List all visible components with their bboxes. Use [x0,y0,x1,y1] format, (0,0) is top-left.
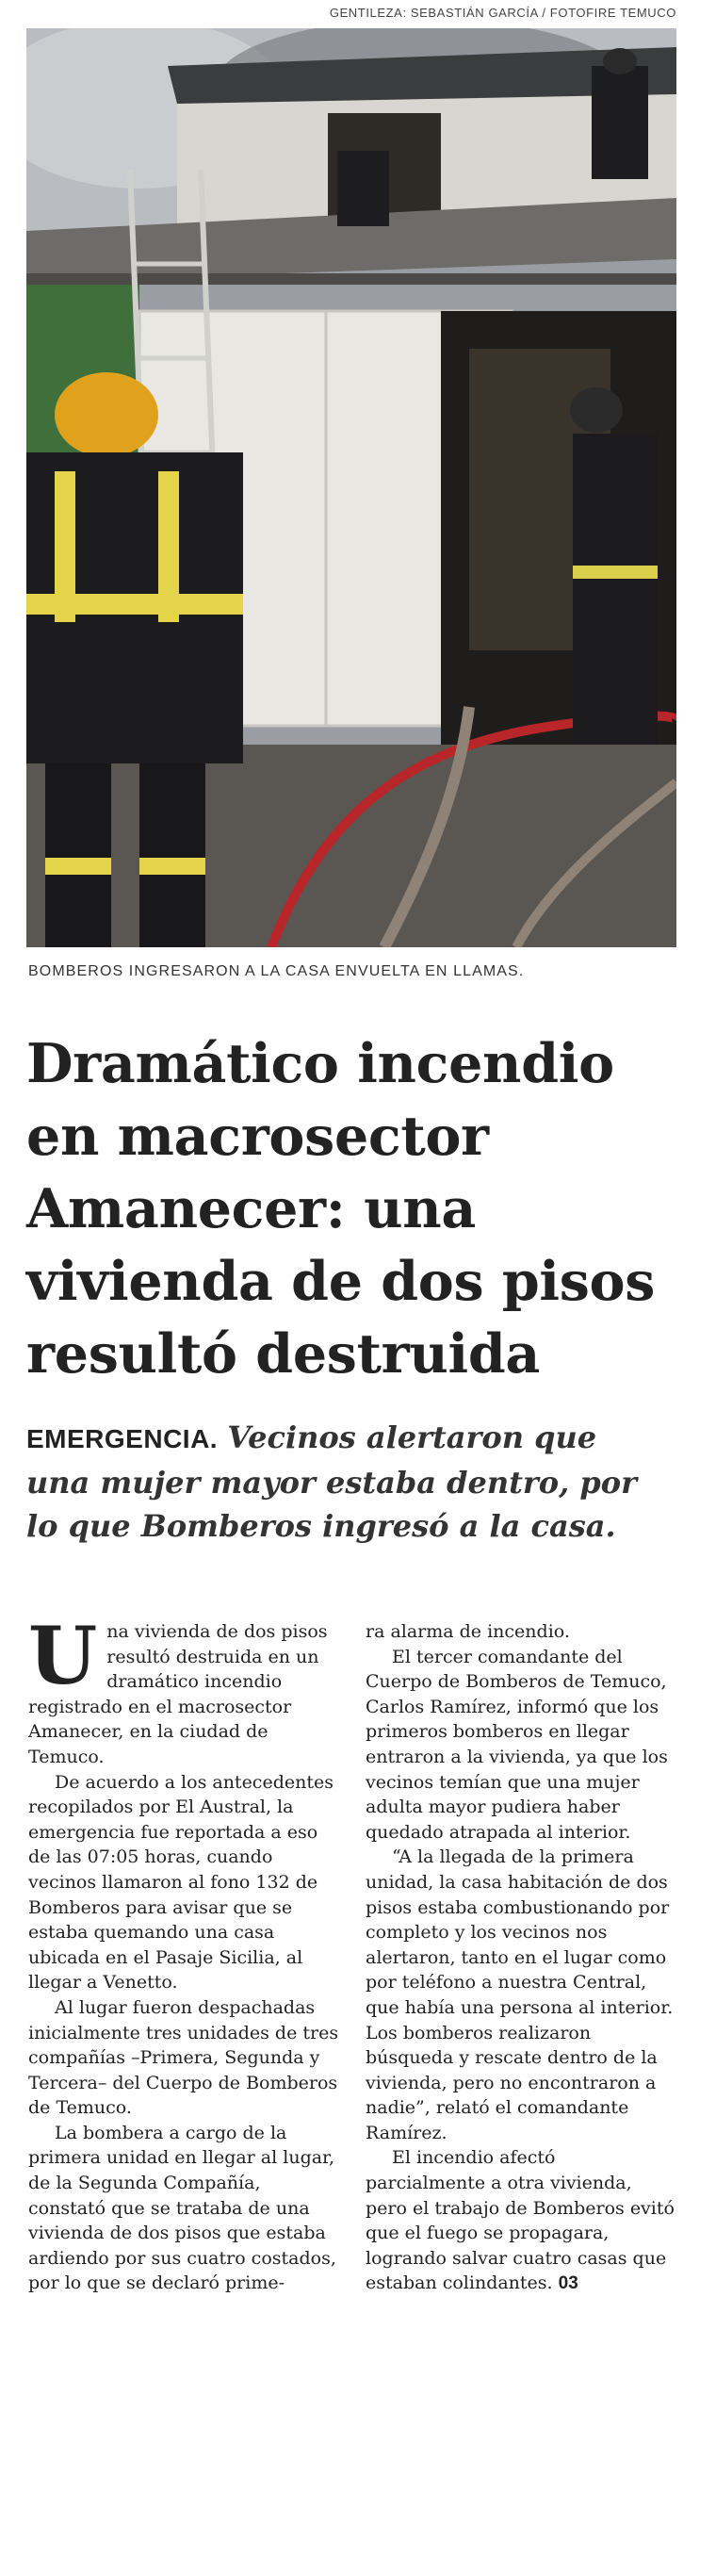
photo-caption: BOMBEROS INGRESARON A LA CASA ENVUELTA EN LLAMAS. [28,963,525,979]
body-paragraph [28,1609,339,1770]
headline [26,1027,686,1390]
headline-line: Amanecer: una [26,1177,476,1240]
headline-line: resultó destruida [26,1322,541,1386]
headline-line: en macrosector [26,1105,489,1168]
drop-cap: U [28,1609,98,1702]
body-column-left [28,1609,339,2296]
headline-line: Dramático incendio [26,1032,614,1095]
deck [26,1416,686,1548]
end-mark: 03 [558,2273,578,2294]
news-photo [26,28,676,947]
body-paragraph [366,2145,676,2297]
body-paragraph: ra alarma de incendio. [366,1621,570,1642]
firefighters-photo [26,28,676,947]
body-paragraph-text: na vivienda de dos pisos resultó destruida en un dramático incendio registrado en el macrosector Amanecer, en la ciudad de Temuco. [28,1621,328,1767]
deck-line: una mujer mayor estaba dentro, por [26,1465,637,1501]
deck-line [26,1416,686,1461]
body-paragraph: La bombera a cargo de la primera unidad en llegar al lugar, de la Segunda Compañía, constató que se trataba de una vivienda de dos pisos que estaba ardiendo por sus cuatro costados, por lo que se declaró prime- [28,2122,336,2294]
body-column-right [366,1619,676,2297]
body-paragraph: De acuerdo a los antecedentes recopilados por El Austral, la emergencia fue reportada a eso de las 07:05 horas, cuando vecinos llamaron al fono 132 de Bomberos para avisar que se estaba quemando una casa ubicada en el Pasaje Sicilia, al llegar a Venetto. [28,1771,334,1994]
section-kicker: EMERGENCIA. [26,1424,219,1453]
body-paragraph: “A la llegada de la primera unidad, la casa habitación de dos pisos estaba combustionando por completo y los vecinos nos alertaron, tanto en el lugar como por teléfono a nuestra Central, que había una persona al interior. Los bomberos realizaron búsqueda y rescate dentro de la vivienda, pero no encontraron a nadie”, relató el comandante Ramírez. [366,1846,674,2143]
deck-line: lo que Bomberos ingresó a la casa. [26,1508,616,1544]
body-paragraph-text: El incendio afectó parcialmente a otra vivienda, pero el trabajo de Bomberos evitó que el fuego se propagara, logrando salvar cuatro casas que estaban colindantes. [366,2147,675,2294]
deck-text: Vecinos alertaron que [227,1419,597,1455]
headline-line: vivienda de dos pisos [26,1250,656,1313]
body-paragraph: Al lugar fueron despachadas inicialmente tres unidades de tres compañías –Primera, Segunda y Tercera– del Cuerpo de Bomberos de Temuco. [28,1996,339,2119]
body-paragraph: El tercer comandante del Cuerpo de Bomberos de Temuco, Carlos Ramírez, informó que los primeros bomberos en llegar entraron a la vivienda, ya que los vecinos temían que una mujer adulta mayor pudiera haber quedado atrapada al interior. [366,1646,668,1843]
photo-credit: GENTILEZA: SEBASTIÁN GARCÍA / FOTOFIRE TEMUCO [329,6,676,20]
